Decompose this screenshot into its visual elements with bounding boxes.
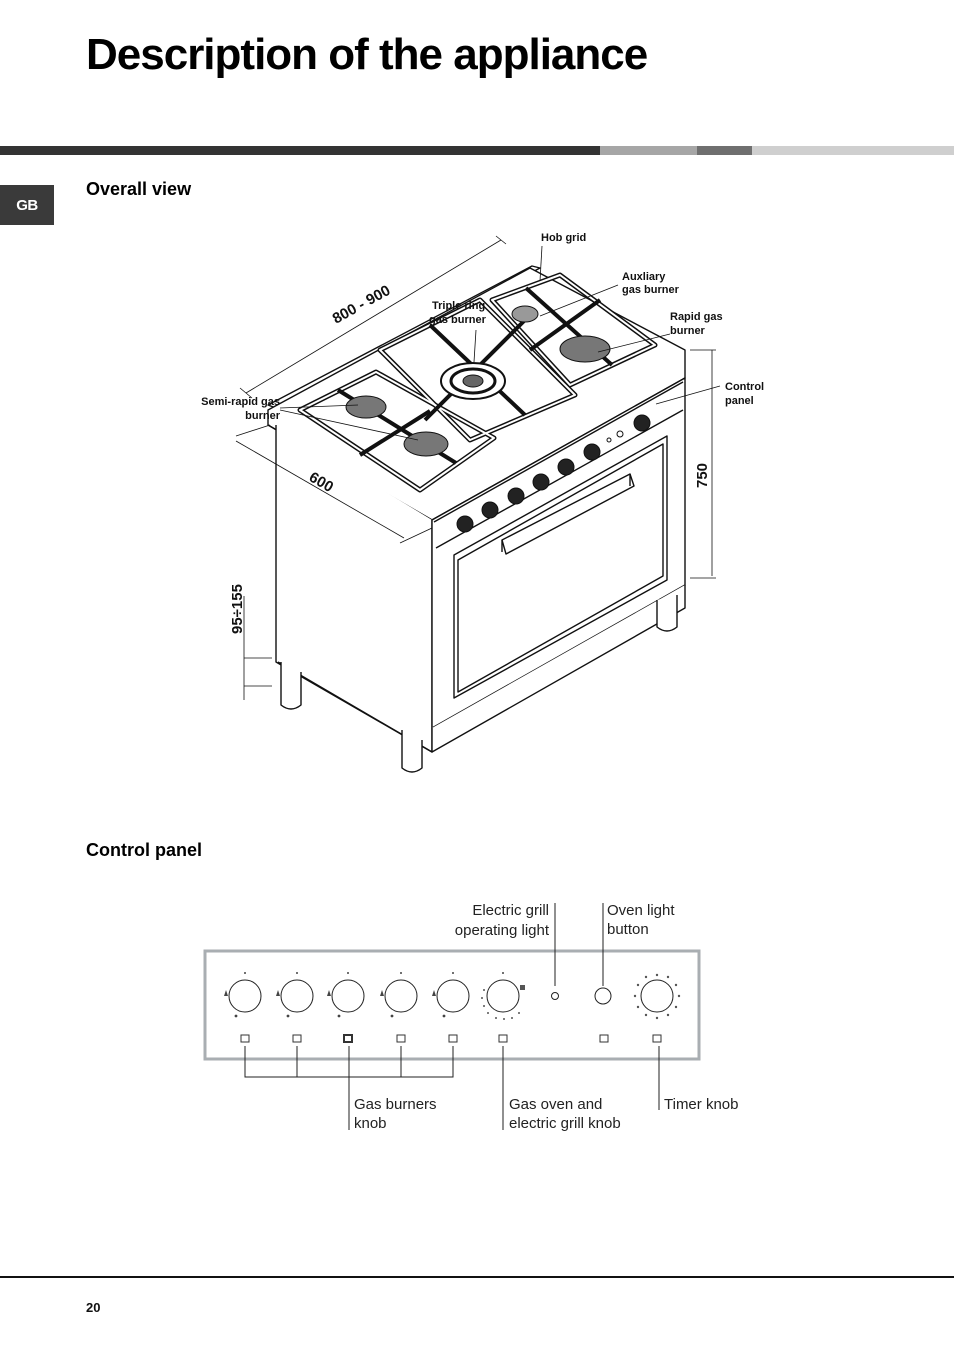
oven-symbol-icon <box>499 1035 507 1042</box>
label-triple-ring-line1: Triple ring <box>432 300 486 312</box>
label-oven-light-line1: Oven light <box>607 902 675 919</box>
dimension-height: 750 <box>694 462 711 488</box>
burner-5-symbol-icon <box>449 1035 457 1042</box>
burner-3-symbol-icon <box>344 1035 352 1042</box>
oven-light-button <box>595 988 611 1004</box>
timer-knob <box>641 980 673 1012</box>
label-auxiliary-line2: gas burner <box>622 284 679 296</box>
burner-2-symbol-icon <box>293 1035 301 1042</box>
label-rapid-line1: Rapid gas <box>670 311 723 323</box>
label-grill-light-line1: Electric grill <box>472 902 549 919</box>
footer-rule <box>0 1276 954 1278</box>
label-control-panel-line1: Control <box>725 381 765 393</box>
oven-grill-knob <box>487 980 519 1012</box>
header-band-dark <box>0 146 600 155</box>
label-oven-grill-line1: Gas oven and <box>509 1096 603 1113</box>
label-gas-burners-line1: Gas burners <box>354 1096 437 1113</box>
label-semi-rapid-line1: Semi-rapid gas <box>201 396 280 408</box>
control-panel-diagram <box>0 890 954 1140</box>
burner-knob-3 <box>332 980 364 1012</box>
grill-operating-light <box>552 993 559 1000</box>
page-number: 20 <box>86 1300 101 1315</box>
light-symbol-icon <box>600 1035 608 1042</box>
header-band-light <box>600 146 697 155</box>
label-oven-grill-line2: electric grill knob <box>509 1115 621 1132</box>
page-title: Description of the appliance <box>86 30 648 79</box>
label-grill-light-line2: operating light <box>454 922 549 939</box>
dimension-feet: 95÷155 <box>229 584 246 634</box>
label-timer: Timer knob <box>664 1096 739 1113</box>
label-oven-light-line2: button <box>607 921 649 938</box>
dimension-depth: 600 <box>306 468 337 496</box>
control-panel-heading: Control panel <box>86 840 202 860</box>
header-band-mid <box>697 146 752 155</box>
label-rapid-line2: burner <box>670 325 705 337</box>
label-gas-burners-line2: knob <box>354 1115 387 1132</box>
burner-4-symbol-icon <box>397 1035 405 1042</box>
header-band-pale <box>752 146 954 155</box>
label-triple-ring-line2: gas burner <box>429 314 486 326</box>
label-semi-rapid-line2: burner <box>245 410 280 422</box>
label-auxiliary-line1: Auxliary <box>622 271 666 283</box>
label-control-panel-line2: panel <box>725 395 754 407</box>
burner-knob-5 <box>437 980 469 1012</box>
timer-symbol-icon <box>653 1035 661 1042</box>
burner-knob-2 <box>281 980 313 1012</box>
language-tab: GB <box>0 185 54 225</box>
burner-knob-1 <box>229 980 261 1012</box>
burner-1-symbol-icon <box>241 1035 249 1042</box>
cooker-illustration <box>0 220 954 790</box>
burner-knob-4 <box>385 980 417 1012</box>
label-hob-grid: Hob grid <box>541 232 587 244</box>
overall-view-heading: Overall view <box>86 179 192 199</box>
dimension-width: 800 - 900 <box>329 281 394 328</box>
